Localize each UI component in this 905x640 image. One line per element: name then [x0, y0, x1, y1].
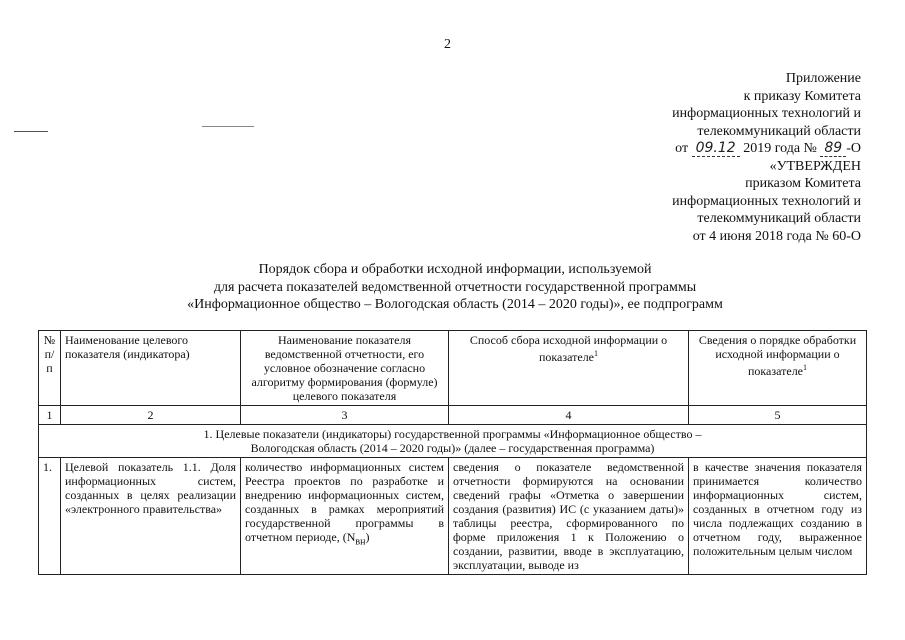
column-number: 4: [449, 406, 689, 425]
approval-line: к приказу Комитета: [743, 88, 861, 104]
order-date-handwritten: 09.12: [692, 140, 740, 157]
document-title: [40, 261, 870, 314]
order-prefix: от: [675, 141, 689, 156]
order-line: [561, 140, 861, 158]
reporting-indicator-cell: количество информационных систем Реестра проектов по разработке и внедрению информационных систем, созданных в рамках мероприятий государственной программы в отчетном периоде, $(N_{вн})$: [241, 458, 449, 575]
approved-line: «УТВЕРЖДЕН: [769, 158, 861, 174]
table-header-row: [39, 331, 867, 406]
table-row: [39, 458, 867, 575]
title-line: Порядок сбора и обработки исходной информации, используемой: [258, 262, 652, 277]
section-row: [39, 425, 867, 458]
column-number: 2: [61, 406, 241, 425]
column-number-row: [39, 406, 867, 425]
section-title: [39, 425, 867, 458]
collection-method-cell: сведения о показателе ведомственной отчетности формируются на основании сведений графы «Отметка о завершении создания (развития) ИС (с указанием даты)» таблицы реестра, сформированного по форме приложения 1 к Положению о создании, развитии, вводе в эксплуатацию, эксплуатации, выводе из: [449, 458, 689, 575]
section-title-line: 1. Целевые показатели (индикаторы) государственной программы «Информационное общество –: [203, 427, 702, 441]
header-cell-processing-info: Сведения о порядке обработки исходной информации о показателе$^1$: [689, 331, 867, 406]
footnote-mark: 1: [803, 363, 808, 372]
column-number: 1: [39, 406, 61, 425]
approved-line: телекоммуникаций области: [697, 211, 861, 226]
header-cell-number: № п/п: [39, 331, 61, 406]
approval-line: телекоммуникаций области: [697, 123, 861, 139]
indicator-cell: Целевой показатель 1.1. Доля информационных систем, созданных в целях реализации «электронного правительства»: [61, 458, 241, 575]
formula-subscript: вн: [355, 536, 366, 548]
approval-line: Приложение: [785, 71, 861, 86]
approved-line: от 4 июня 2018 года № 60-О: [692, 228, 861, 244]
row-number: 1.: [39, 458, 61, 575]
title-line: «Информационное общество – Вологодская область (2014 – 2020 годы)», ее подпрограмм: [187, 297, 723, 312]
footnote-mark: 1: [594, 349, 599, 358]
section-title-line: Вологодская область (2014 – 2020 годы)» (далее – государственная программа): [250, 441, 655, 455]
column-number: 3: [241, 406, 449, 425]
approval-line: информационных технологий и: [672, 106, 861, 121]
scan-artifact-line: [202, 126, 254, 127]
order-number-handwritten: 89: [820, 140, 846, 157]
order-year: 2019 года №: [743, 141, 817, 156]
header-cell-collection-method: Способ сбора исходной информации о показателе$^1$: [449, 331, 689, 406]
title-line: для расчета показателей ведомственной отчетности государственной программы: [213, 279, 697, 295]
header-cell-reporting-indicator: Наименование показателя ведомственной отчетности, его условное обозначение согласно алгоритму формирования (формуле) целевого показателя: [241, 331, 449, 406]
approved-line: приказом Комитета: [745, 176, 861, 191]
approval-block: [561, 70, 861, 245]
indicators-table: [38, 330, 867, 575]
processing-info-cell: в качестве значения показателя принимается количество информационных систем, созданных в отчетном году из числа подлежащих созданию в отчетном году, выраженное положительным целым числом: [689, 458, 867, 575]
page-number: 2: [444, 37, 451, 52]
scan-artifact-line: [14, 131, 48, 132]
header-cell-indicator: Наименование целевого показателя (индикатора): [61, 331, 241, 406]
approved-line: информационных технологий и: [672, 193, 861, 209]
order-suffix: -О: [846, 141, 861, 156]
column-number: 5: [689, 406, 867, 425]
